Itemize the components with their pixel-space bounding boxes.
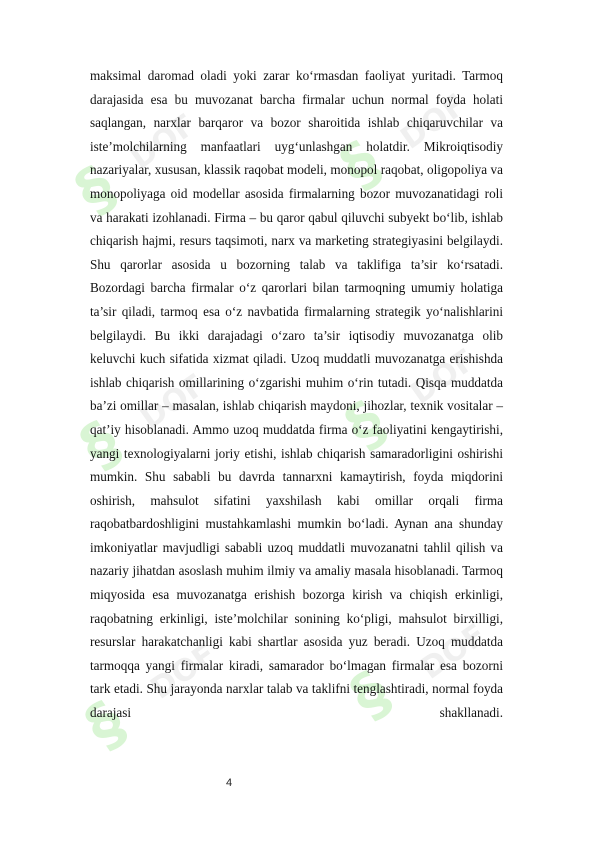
watermark-glyph: § [73,687,139,763]
watermark-glyph: § [333,387,399,463]
paragraph-text: maksimal daromad oladi yoki zarar ko‘rmasdan faoliyat yuritadi. Tarmoq darajasida esa bu muvozanat barcha firmalar uchun normal foyda holati saqlangan, narxlar barqaror va bozor sharoitida ishlab chiqaruvchilar va iste’molchilarning manfaatlari uyg‘unlashgan holatdir. Mikroiqtisodiy nazariyalar, xususan, klassik raqobat modeli, monopol raqobat, oligopoliya va monopoliyaga oid modellar asosida firmalarning bozor muvozanatidagi roli va harakati izohlanadi. Firma – bu qaror qabul qiluvchi subyekt bo‘lib, ishlab chiqarish hajmi, resurs taqsimoti, narx va marketing strategiyasini belgilaydi. Shu qarorlar asosida u bozorning talab va taklifiga ta’sir ko‘rsatadi. Bozordagi barcha firmalar o‘z qarorlari bilan tarmoqning umumiy holatiga ta’sir qiladi, tarmoq esa o‘z navbatida firmalarning strategik yo‘nalishlarini belgilaydi. Bu ikki darajadagi o‘zaro ta’sir iqtisodiy muvozanatga olib keluvchi kuch sifatida xizmat qiladi. Uzoq muddatli muvozanatga erishishda ishlab chiqarish omillarining o‘zgarishi muhim o‘rin tutadi. Qisqa muddatda ba’zi omillar – masalan, ishlab chiqarish maydoni, jihozlar, texnik vositalar – qat’iy hisoblanadi. Ammo uzoq muddatda firma o‘z faoliyatini kengaytirishi, yangi texnologiyalarni joriy etishi, ishlab chiqarish samaradorligini oshirishi mumkin. Shu sababli bu davrda tannarxni kamaytirish, foyda miqdorini oshirish, mahsulot sifatini yaxshilash kabi omillar orqali firma raqobatbardoshligini mustahkamlashi mumkin bo‘ladi. Aynan ana shunday imkoniyatlar mavjudligi sababli uzoq muddatli muvozanatni tahlil qilish va nazariy jihatdan asoslash muhim ilmiy va amaliy masala hisoblanadi. Tarmoq miqyosida esa muvozanatga erishish bozorga kirish va chiqish erkinligi, raqobatning erkinligi, iste’molchilar sonining ko‘pligi, mahsulot birxilligi, resurslar harakatchanligi kabi shartlar asosida yuz beradi. Uzoq muddatda tarmoqqa yangi firmalar kiradi, samarador bo‘lmagan firmalar esa bozorni tark etadi. Shu jarayonda narxlar talab va taklifni tenglashtiradi, normal foyda darajasi shakllanadi. [90,68,503,721]
watermark-glyph: § [328,127,394,203]
watermark-glyph: § [68,407,134,483]
svg-text:DOF: DOF [124,107,203,177]
page-number: 4 [226,777,233,789]
svg-text:DOF: DOF [414,617,493,687]
body-paragraph [90,64,503,725]
watermark-glyph: § [338,657,404,733]
svg-text:DOF: DOF [134,367,213,437]
svg-text:DOF: DOF [394,87,473,157]
svg-text:DOF: DOF [144,637,223,707]
svg-text:DOF: DOF [404,342,483,412]
watermark-glyph: § [63,152,129,228]
